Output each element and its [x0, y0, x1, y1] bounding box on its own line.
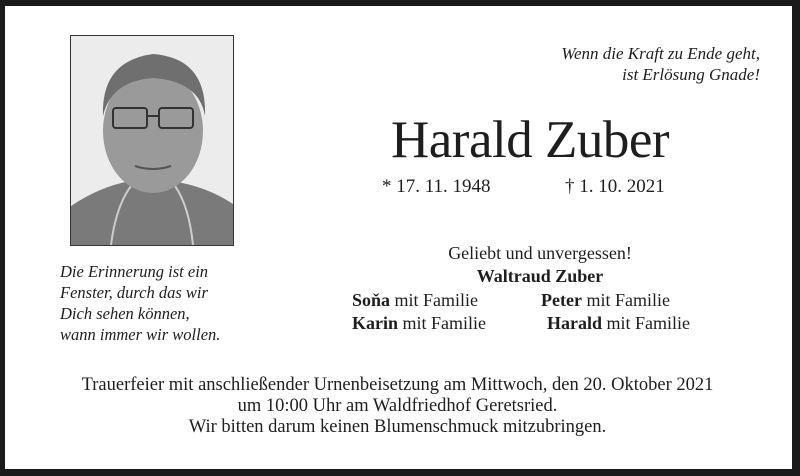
spouse-name: Waltraud Zuber [476, 266, 604, 286]
family-member: Karin mit Familie [352, 313, 487, 333]
service-info [0, 375, 795, 438]
quote-line: Die Erinnerung ist ein [60, 262, 209, 281]
service-line: um 10:00 Uhr am Waldfriedhof Geretsried. [237, 396, 558, 416]
family-member: Soňa mit Familie [352, 290, 479, 310]
family-member: Harald mit Familie [547, 313, 691, 333]
family-member: Peter mit Familie [541, 290, 670, 310]
deceased-name: Harald Zuber [391, 111, 669, 169]
death-date: † 1. 10. 2021 [565, 176, 665, 197]
birth-date: * 17. 11. 1948 [382, 176, 491, 197]
quote-line: ist Erlösung Gnade! [622, 65, 760, 84]
portrait-photo [70, 35, 234, 246]
service-line: Wir bitten darum keinen Blumenschmuck mitzubringen. [188, 417, 607, 437]
quote-line: Dich sehen können, [60, 304, 190, 323]
top-quote [561, 43, 760, 85]
quote-line: wann immer wir wollen. [60, 325, 221, 344]
service-line: Trauerfeier mit anschließender Urnenbeisetzung am Mittwoch, den 20. Oktober 2021 [81, 375, 714, 395]
mourners-intro: Geliebt und unvergessen! [448, 243, 632, 263]
quote-line: Fenster, durch das wir [60, 283, 208, 302]
quote-line: Wenn die Kraft zu Ende geht, [561, 44, 760, 63]
left-quote [60, 261, 220, 345]
